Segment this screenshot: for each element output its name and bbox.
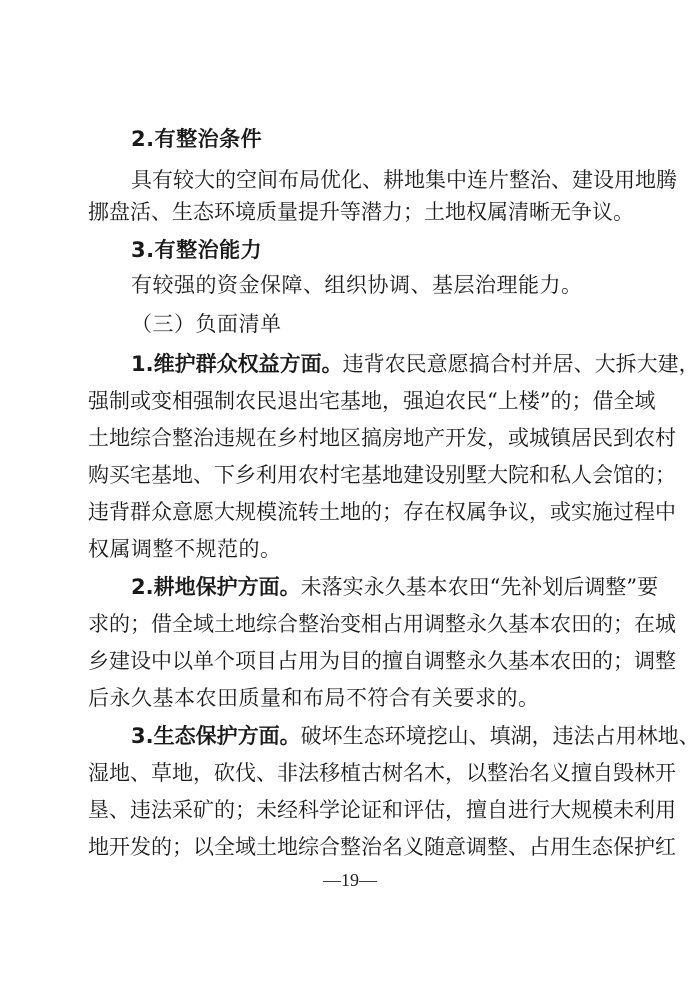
- paragraph-line: 乡建设中以单个项目占用为目的擅自调整永久基本农田的；调整: [88, 649, 676, 673]
- item-text: 违背农民意愿搞合村并居、大拆大建，: [342, 352, 700, 376]
- item-text: 未落实永久基本农田“先补划后调整”要: [300, 575, 659, 599]
- item-heading-farmland: 2.耕地保护方面。: [131, 575, 301, 599]
- paragraph-line: 土地综合整治违规在乡村地区搞房地产开发，或城镇居民到农村: [88, 426, 676, 450]
- heading-conditions: 2.有整治条件: [131, 127, 263, 151]
- page-number: —19—: [323, 870, 377, 890]
- paragraph-line: 权属调整不规范的。: [88, 537, 282, 561]
- item-heading-rights: 1.维护群众权益方面。: [131, 352, 343, 376]
- paragraph-line: [131, 722, 700, 750]
- heading-capability: 3.有整治能力: [131, 238, 263, 262]
- paragraph-line: [131, 350, 700, 378]
- paragraph-line: 地开发的；以全域土地综合整治名义随意调整、占用生态保护红: [88, 835, 676, 859]
- paragraph-line: 有较强的资金保障、组织协调、基层治理能力。: [131, 273, 583, 297]
- paragraph-line: 求的；借全域土地综合整治变相占用调整永久基本农田的；在城: [88, 612, 676, 636]
- heading-negative-list: （三）负面清单: [131, 312, 282, 336]
- paragraph-line: 湿地、草地，砍伐、非法移植古树名木，以整治名义擅自毁林开: [88, 761, 676, 785]
- paragraph-line: 违背群众意愿大规模流转土地的；存在权属争议，或实施过程中: [88, 500, 676, 524]
- paragraph-line: 垦、违法采矿的；未经科学论证和评估，擅自进行大规模未利用: [88, 798, 676, 822]
- paragraph-line: [131, 573, 659, 601]
- paragraph-line: 强制或变相强制农民退出宅基地，强迫农民“上楼”的；借全域: [88, 389, 656, 413]
- paragraph-line: 购买宅基地、下乡利用农村宅基地建设别墅大院和私人会馆的；: [88, 463, 676, 487]
- paragraph-line: 具有较大的空间布局优化、耕地集中连片整治、建设用地腾: [131, 168, 677, 192]
- paragraph-line: 挪盘活、生态环境质量提升等潜力；土地权属清晰无争议。: [88, 200, 634, 224]
- item-text: 破坏生态环境挖山、填湖，违法占用林地、: [300, 724, 700, 748]
- paragraph-line: 后永久基本农田质量和布局不符合有关要求的。: [88, 686, 540, 710]
- item-heading-ecology: 3.生态保护方面。: [131, 724, 301, 748]
